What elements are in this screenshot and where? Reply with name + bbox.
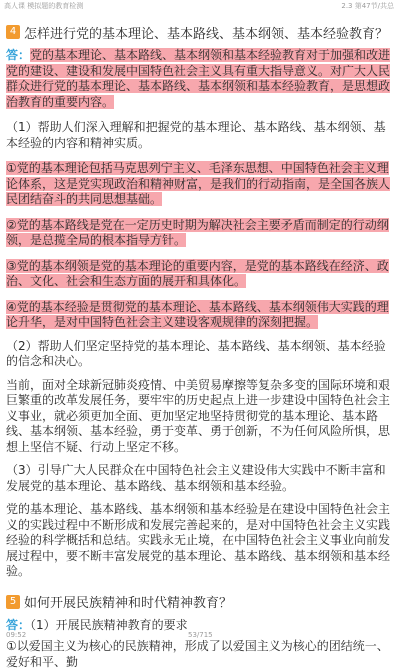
point-2-heading: （2）帮助人们坚定坚持党的基本理论、基本路线、基本纲领、基本经验的信念和决心。 bbox=[6, 338, 386, 368]
answer-paragraph bbox=[6, 48, 392, 110]
status-right: 2.3 第47节/共总 bbox=[341, 2, 394, 10]
question-number-badge: 4 bbox=[6, 25, 20, 39]
point-1-heading: （1）帮助人们深入理解和把握党的基本理论、基本路线、基本纲领、基本经验的内容和精神实质。 bbox=[6, 120, 386, 150]
point-3-body: 党的基本理论、基本路线、基本纲领和基本经验是在建设中国特色社会主义的实践过程中不断形成和发展完善起来的，是对中国特色社会主义实践经验的科学概括和总结。实践永无止境，在中国特色社会主义事业向前发展过程中，要不断丰富发展党的基本理论、基本路线、基本纲领和基本经验。 bbox=[6, 502, 391, 578]
point-3-heading: （3）引导广大人民群众在中国特色社会主义建设伟大实践中不断丰富和发展党的基本理论、基本路线、基本纲领和基本经验。 bbox=[6, 463, 386, 493]
footer-bar bbox=[0, 630, 400, 640]
point-1-item-4 bbox=[6, 300, 392, 331]
question-5-title bbox=[6, 592, 392, 612]
highlighted-text: ②党的基本路线是党在一定历史时期为解决社会主要矛盾而制定的行动纲领，是总揽全局的根本指导方针。 bbox=[6, 217, 389, 247]
status-left: 高人课 模拟题的教育检测 bbox=[4, 2, 84, 10]
highlighted-text: ③党的基本纲领是党的基本理论的重要内容，是党的基本路线在经济、政治、文化、社会和生态方面的展开和具体化。 bbox=[6, 258, 389, 288]
highlighted-text: ①党的基本理论包括马克思列宁主义、毛泽东思想、中国特色社会主义理论体系，这是党实现政治和精神财富，是我们的行动指南，是全国各族人民团结奋斗的共同思想基础。 bbox=[6, 161, 391, 206]
question-title-text: 如何开展民族精神和时代精神教育？ bbox=[24, 596, 233, 611]
question-4-title bbox=[6, 22, 392, 42]
answer-first-line: （1）开展民族精神教育的要求 bbox=[30, 617, 188, 632]
answer-label: 答： bbox=[6, 48, 31, 62]
status-bar bbox=[0, 0, 400, 12]
answer-label: 答： bbox=[6, 617, 31, 632]
highlighted-text: ④党的基本经验是贯彻党的基本理论、基本路线、基本纲领伟大实践的理论升华，是对中国特色社会主义建设客观规律的深刻把握。 bbox=[6, 299, 389, 329]
point-2-body: 当前，面对全球新冠肺炎疫情、中美贸易摩擦等复杂多变的国际环境和艰巨繁重的改革发展任务，要牢牢的历史起点上进一步建设中国特色社会主义事业，就必须更加全面、更加坚定地坚持贯彻党的基本理论、基本路线、基本纲领、基本经验，勇于变革、勇于创新，不为任何风险所惧，思想上坚信不疑、行动上坚定不移。 bbox=[6, 377, 391, 454]
point-1-item-2 bbox=[6, 218, 392, 249]
question-number-badge: 5 bbox=[6, 595, 20, 609]
point-1-item-1 bbox=[6, 161, 392, 208]
answer-continuation: ①以爱国主义为核心的民族精神，形成了以爱国主义为核心的团结统一、爱好和平、勤 bbox=[6, 639, 389, 669]
document-page bbox=[6, 16, 392, 670]
question-title-text: 怎样进行党的基本理论、基本路线、基本纲领、基本经验教育？ bbox=[24, 26, 389, 42]
page-counter: 53/715 bbox=[188, 631, 213, 639]
point-1-item-3 bbox=[6, 259, 392, 290]
highlighted-text: 党的基本理论、基本路线、基本纲领和基本经验教育对于加强和改进党的建设、建设和发展中国特色社会主义具有重大指导意义。对广大人民群众进行党的基本理论、基本路线、基本纲领和基本经验教育，是思想政治教育的重要内容。 bbox=[6, 48, 391, 109]
footer-time: 09:52 bbox=[6, 631, 27, 639]
